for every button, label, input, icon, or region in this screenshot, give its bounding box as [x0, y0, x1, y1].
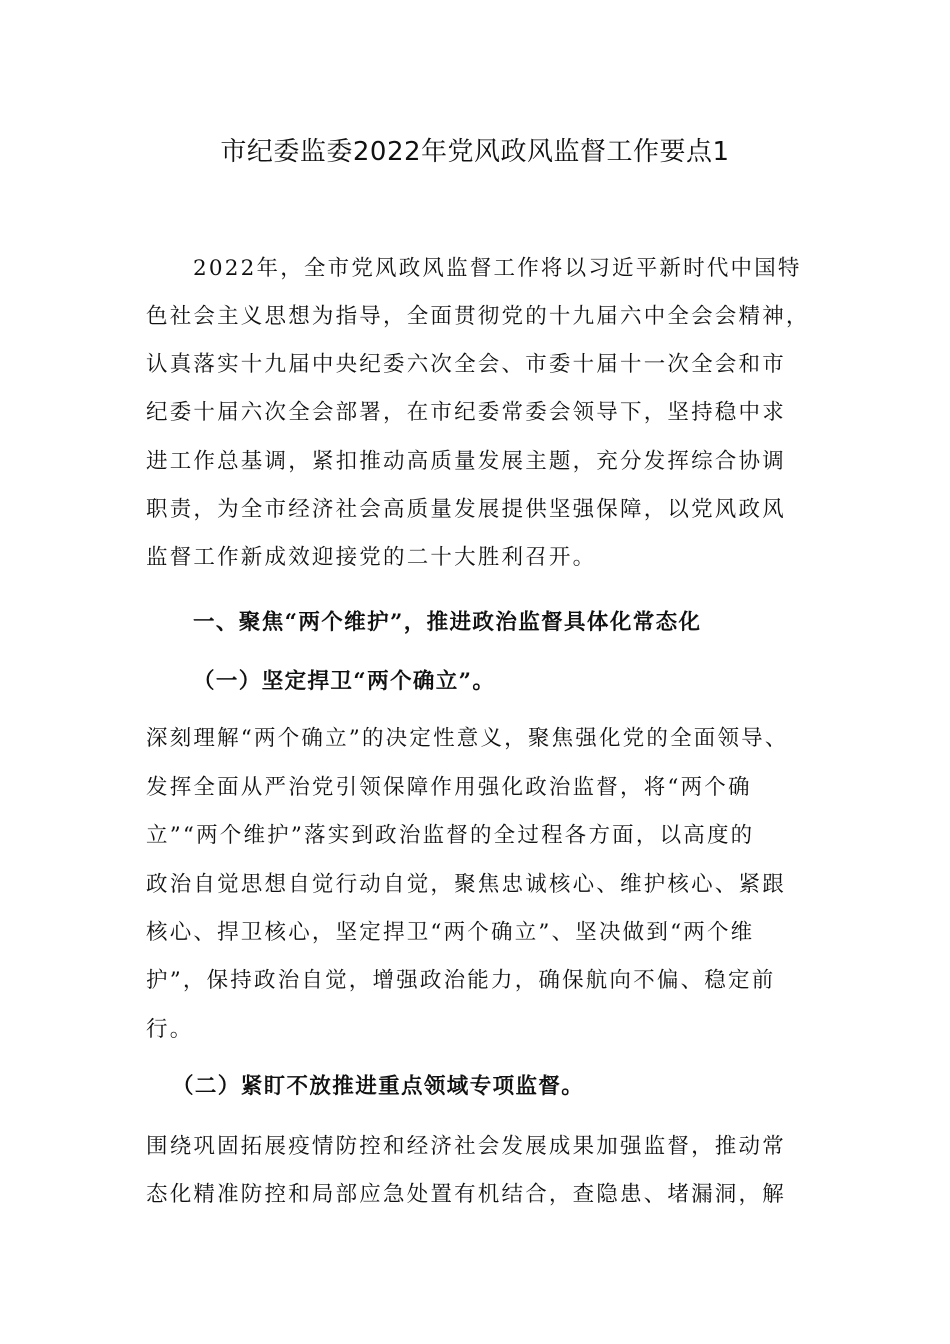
subsection-2-line-1: 围绕巩固拓展疫情防控和经济社会发展成果加强监督，推动常: [146, 1134, 786, 1159]
subsection-1-line-1: 深刻理解“两个确立”的决定性意义，聚焦强化党的全面领导、: [146, 726, 789, 751]
intro-line-5: 进工作总基调，紧扣推动高质量发展主题，充分发挥综合协调: [146, 449, 786, 474]
intro-line-7: 监督工作新成效迎接党的二十大胜利召开。: [146, 545, 597, 570]
subsection-2-line-2: 态化精准防控和局部应急处置有机结合，查隐患、堵漏洞，解: [146, 1182, 786, 1207]
intro-line-1: 2022年，全市党风政风监督工作将以习近平新时代中国特: [193, 256, 802, 281]
subsection-1-line-4: 政治自觉思想自觉行动自觉，聚焦忠诚核心、维护核心、紧跟: [146, 872, 786, 897]
intro-line-4: 纪委十届六次全会部署，在市纪委常委会领导下，坚持稳中求: [146, 400, 786, 425]
subsection-2-heading: （二）紧盯不放推进重点领域专项监督。: [172, 1074, 585, 1099]
subsection-1-heading: （一）坚定捍卫“两个确立”。: [193, 669, 496, 694]
subsection-1-line-6: 护”，保持政治自觉，增强政治能力，确保航向不偏、稳定前: [146, 968, 776, 993]
subsection-1-line-2: 发挥全面从严治党引领保障作用强化政治监督，将“两个确: [146, 775, 752, 800]
subsection-1-line-3: 立”“两个维护”落实到政治监督的全过程各方面，以高度的: [146, 823, 755, 848]
subsection-1-line-5: 核心、捍卫核心，坚定捍卫“两个确立”、坚决做到“两个维: [146, 920, 755, 945]
intro-line-6: 职责，为全市经济社会高质量发展提供坚强保障，以党风政风: [146, 497, 786, 522]
intro-line-2: 色社会主义思想为指导，全面贯彻党的十九届六中全会会精神，: [146, 304, 810, 329]
document-title: 市纪委监委2022年党风政风监督工作要点1: [220, 137, 730, 167]
section-1-heading: 一、聚焦“两个维护”，推进政治监督具体化常态化: [193, 610, 702, 635]
intro-line-3: 认真落实十九届中央纪委六次全会、市委十届十一次全会和市: [146, 352, 786, 377]
subsection-1-line-7: 行。: [146, 1017, 194, 1042]
